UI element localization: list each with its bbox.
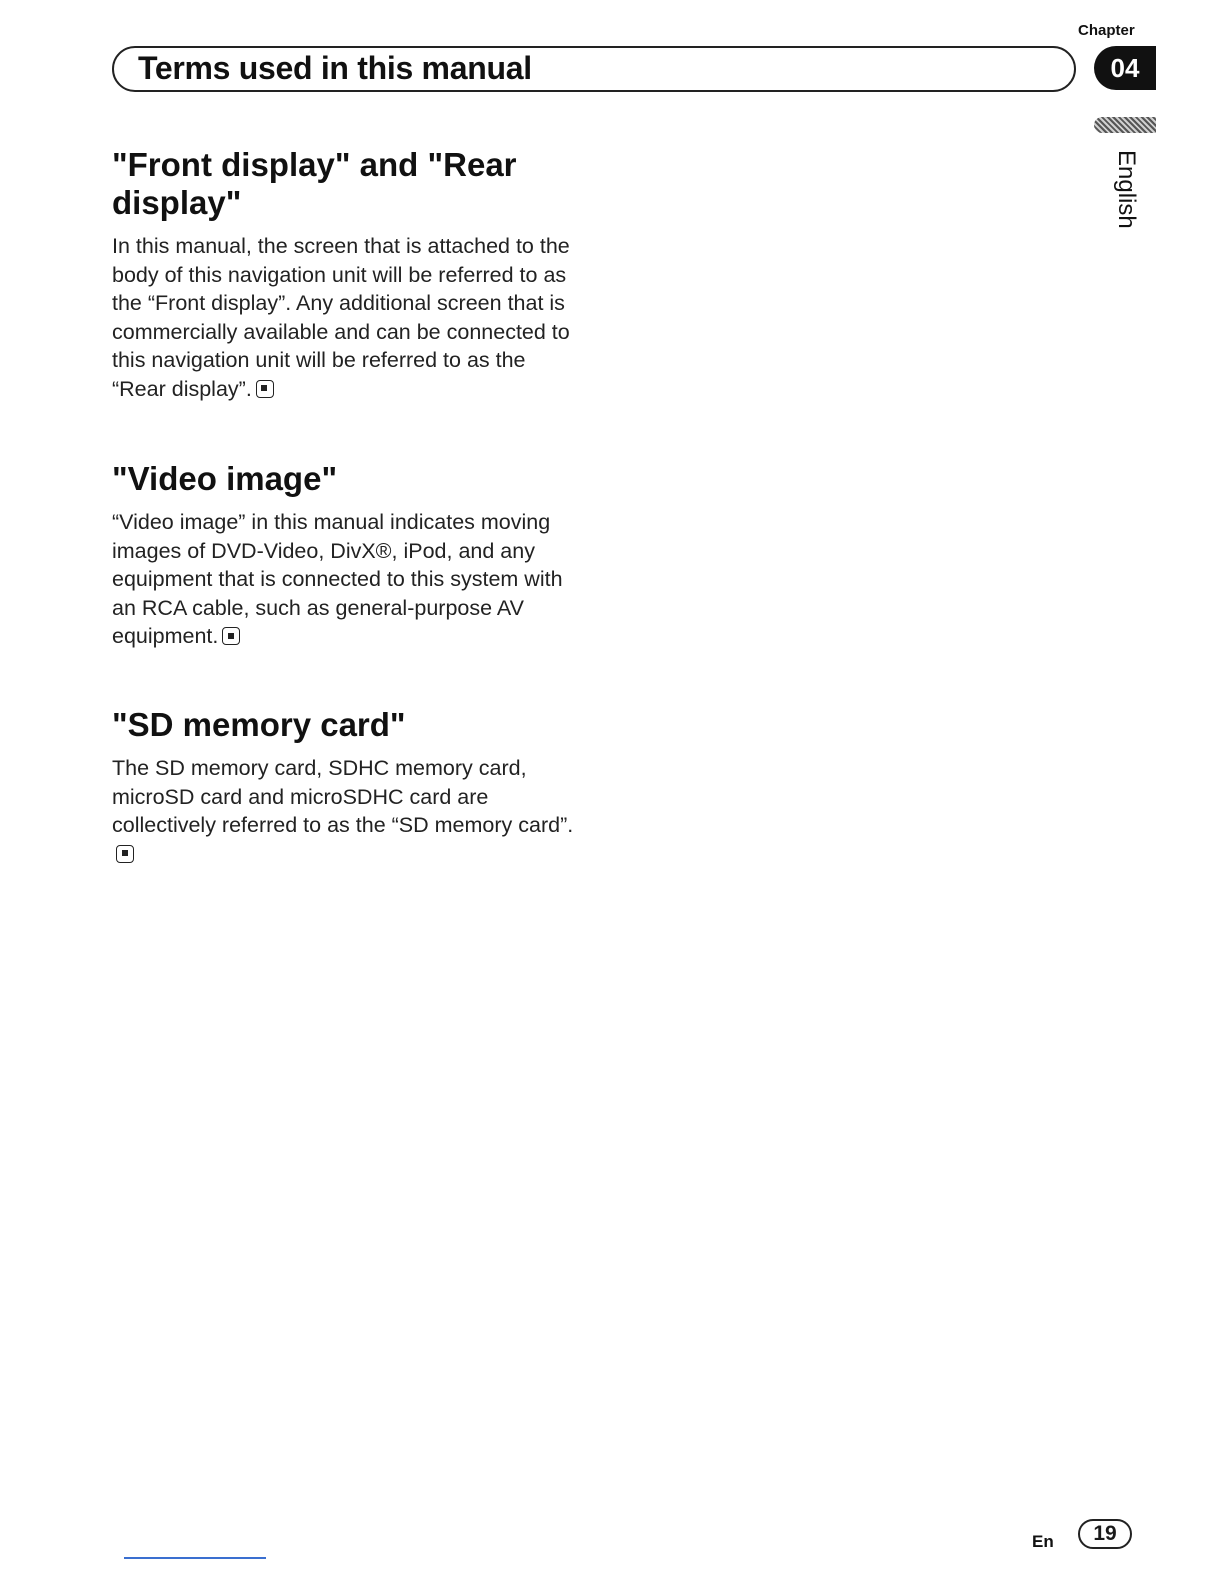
section-front-rear-display [112,146,582,404]
end-of-section-icon [116,845,134,863]
bottom-divider [124,1557,266,1559]
chapter-label: Chapter [1078,22,1135,39]
section-video-image [112,460,582,651]
section-heading: "Front display" and "Rear display" [112,146,517,221]
section-heading: "Video image" [112,460,338,497]
section-body: “Video image” in this manual indicates moving images of DVD-Video, DivX®, iPod, and any equipment that is connected to this system with an RCA cable, such as general-purpose AV equipment. [112,510,563,649]
chapter-number-badge: 04 [1094,46,1156,90]
end-of-section-icon [222,627,240,645]
language-tab-marker [1094,117,1156,133]
chapter-title-bar [112,46,1076,92]
language-label: English [1113,150,1140,229]
section-heading: "SD memory card" [112,706,406,743]
section-sd-memory-card [112,706,582,868]
page-number: 19 [1078,1519,1132,1549]
section-body: In this manual, the screen that is attached to the body of this navigation unit will be referred to as the “Front display”. Any additional screen that is commercially available and can be connected to this navigation unit will be referred to as the “Rear display”. [112,234,570,401]
end-of-section-icon [256,380,274,398]
footer-language-code: En [1032,1532,1054,1551]
section-body: The SD memory card, SDHC memory card, microSD card and microSDHC card are collectively referred to as the “SD memory card”. [112,754,582,868]
page-title: Terms used in this manual [138,50,532,86]
